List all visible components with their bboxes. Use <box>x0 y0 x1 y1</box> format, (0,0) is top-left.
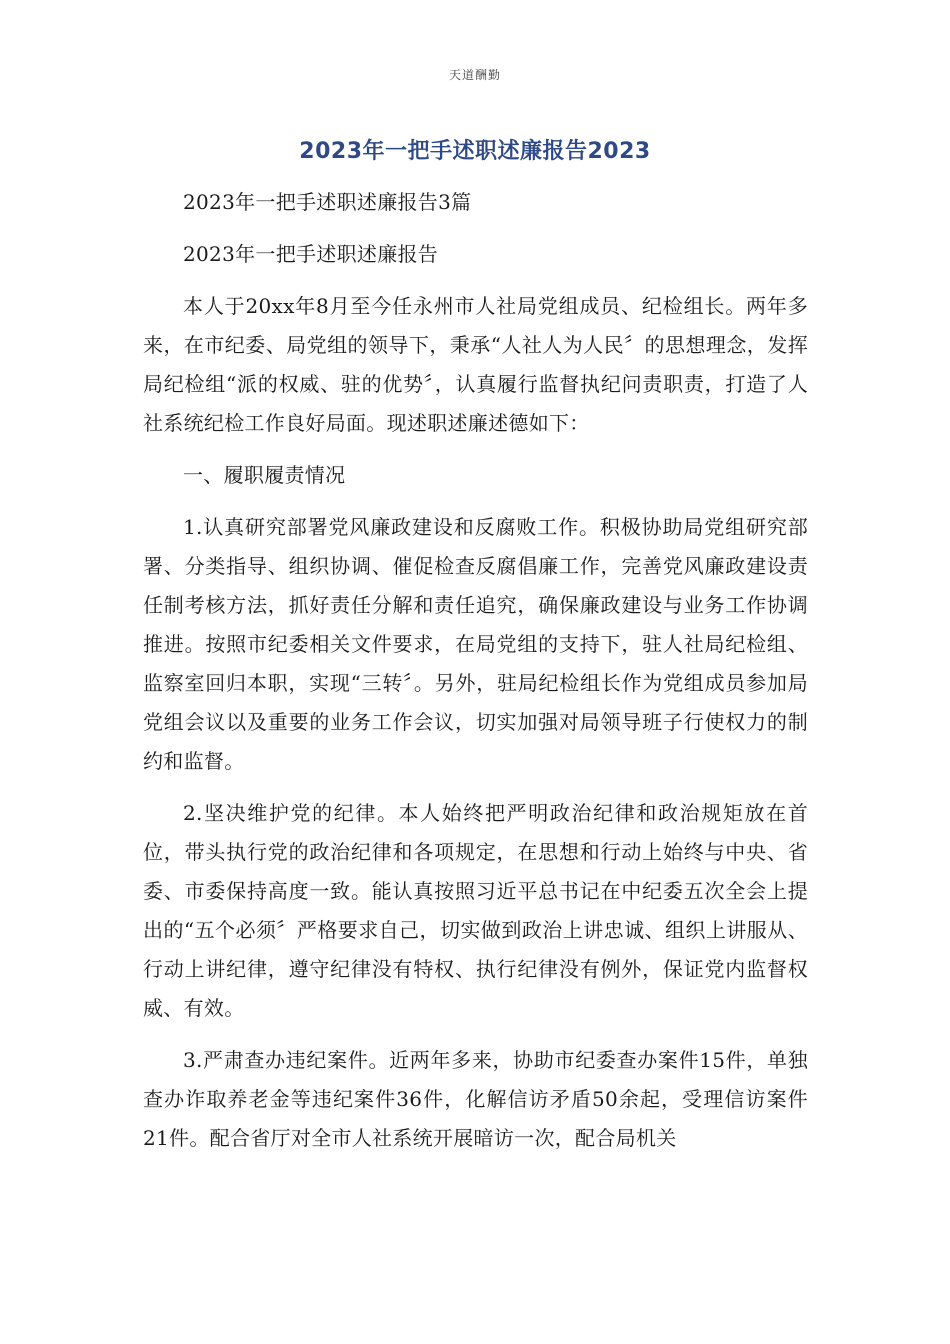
item-three-paragraph: 3.严肃查办违纪案件。近两年多来，协助市纪委查办案件15件，单独查办诈取养老金等违纪案件36件，化解信访矛盾50余起，受理信访案件21件。配合省厅对全市人社系统开展暗访一次，配合局机关 <box>143 1048 808 1150</box>
subtitle-paragraph: 2023年一把手述职述廉报告3篇 <box>183 190 472 214</box>
document-title: 2023年一把手述职述廉报告2023 <box>299 139 651 164</box>
document-body <box>143 183 808 1171</box>
item-one-paragraph: 1.认真研究部署党风廉政建设和反腐败工作。积极协助局党组研究部署、分类指导、组织协调、催促检查反腐倡廉工作，完善党风廉政建设责任制考核方法，抓好责任分解和责任追究，确保廉政建设与业务工作协调推进。按照市纪委相关文件要求，在局党组的支持下，驻人社局纪检组、监察室回归本职，实现“三转〞。另外，驻局纪检组长作为党组成员参加局党组会议以及重要的业务工作会议，切实加强对局领导班子行使权力的制约和监督。 <box>143 515 808 773</box>
section-heading-paragraph: 2023年一把手述职述廉报告 <box>183 242 439 266</box>
section-one-heading: 一、履职履责情况 <box>183 463 346 487</box>
header-watermark: 天道酬勤 <box>448 68 501 82</box>
intro-paragraph: 本人于20xx年8月至今任永州市人社局党组成员、纪检组长。两年多来，在市纪委、局党组的领导下，秉承“人社人为人民〞的思想理念，发挥局纪检组“派的权威、驻的优势〞，认真履行监督执纪问责职责，打造了人社系统纪检工作良好局面。现述职述廉述德如下： <box>143 294 808 435</box>
item-two-paragraph: 2.坚决维护党的纪律。本人始终把严明政治纪律和政治规矩放在首位，带头执行党的政治纪律和各项规定，在思想和行动上始终与中央、省委、市委保持高度一致。能认真按照习近平总书记在中纪委五次全会上提出的“五个必须〞严格要求自己，切实做到政治上讲忠诚、组织上讲服从、行动上讲纪律，遵守纪律没有特权、执行纪律没有例外，保证党内监督权威、有效。 <box>143 801 808 1020</box>
